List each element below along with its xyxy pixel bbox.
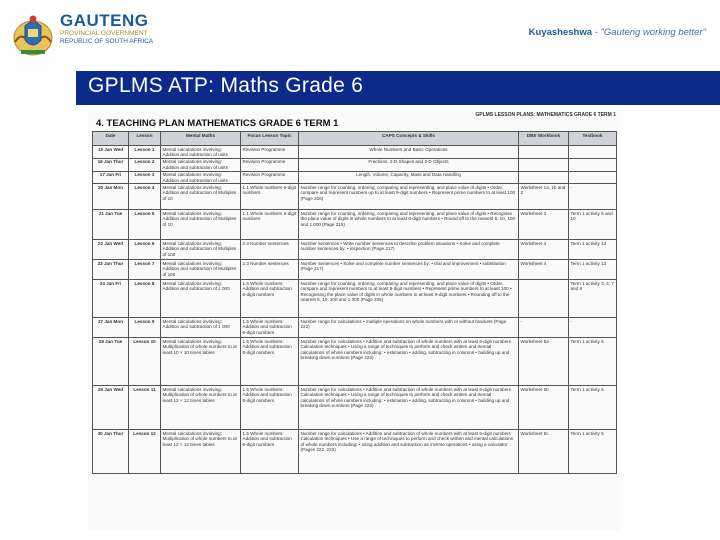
- table-cell-date: 30 Jan Thur: [93, 430, 129, 474]
- table-cell-topic: Revision Programme: [241, 171, 299, 184]
- table-cell-mental: Mental calculations involving: Addition and subtraction of units: [161, 171, 241, 184]
- table-cell-date: 16 Jan Thur: [93, 158, 129, 171]
- table-cell-date: 20 Jan Mon: [93, 184, 129, 210]
- table-cell-workbook: Worksheet 3: [519, 210, 569, 240]
- table-cell-workbook: -: [519, 318, 569, 338]
- table-cell-topic: 1.5 Whole numbers: Addition and subtraction 6-digit numbers: [241, 386, 299, 430]
- table-cell-workbook: Worksheet 1a, 1b and 2: [519, 184, 569, 210]
- table-cell-mental: Mental calculations involving: Addition and subtraction of Multiples of 100: [161, 240, 241, 260]
- table-cell-caps: Number range for calculations • Addition and subtraction of whole numbers with at least 6-digit numbers Calculation techniques • Using a range of techniques to perform and check written and mental calculations of whole numbers including: • estimation • adding, subtracting in columns • building up and breaking down numbers (Page 222): [299, 338, 519, 386]
- column-header: Focus Lesson Topic: [241, 132, 299, 146]
- table-cell-caps: Whole Numbers and Basic Operations: [299, 146, 519, 159]
- document-heading: 4. TEACHING PLAN MATHEMATICS GRADE 6 TERM 1: [96, 118, 339, 129]
- table-row: [93, 240, 617, 260]
- table-row: [93, 386, 617, 430]
- column-header: Lesson: [129, 132, 161, 146]
- slogan-text: - "Gauteng working better": [592, 27, 706, 38]
- table-cell-caps: Number range for calculations • Addition and subtraction of whole numbers with at least 6-digit numbers Calculation techniques • Use a range of techniques to perform and check written and mental calculations of whole numbers including: • using addition and subtraction as inverse operations • using a calculator (Pages 222, 223): [299, 430, 519, 474]
- table-cell-lesson: Lesson 10: [129, 338, 161, 386]
- coat-of-arms-icon: [10, 12, 56, 58]
- table-cell-textbook: [569, 158, 617, 171]
- table-cell-textbook: Term 1 activity 5: [569, 430, 617, 474]
- table-row: [93, 338, 617, 386]
- table-row: [93, 280, 617, 318]
- table-row: [93, 318, 617, 338]
- logo-title: GAUTENG: [60, 11, 149, 30]
- table-cell-lesson: Lesson 4: [129, 184, 161, 210]
- table-cell-lesson: Lesson 12: [129, 430, 161, 474]
- column-header: Date: [93, 132, 129, 146]
- table-cell-workbook: Worksheet 5a: [519, 338, 569, 386]
- logo-subtitle: PROVINCIAL GOVERNMENT: [60, 30, 148, 37]
- table-cell-topic: 1.5 Whole numbers: Addition and subtraction 6-digit numbers: [241, 430, 299, 474]
- table-cell-date: 21 Jan Tue: [93, 210, 129, 240]
- table-row: [93, 430, 617, 474]
- table-cell-date: 17 Jan Fri: [93, 171, 129, 184]
- table-cell-date: 27 Jan Mon: [93, 318, 129, 338]
- table-row: [93, 210, 617, 240]
- table-cell-textbook: Term 1 activity 5: [569, 386, 617, 430]
- column-header: CAPS Concepts & Skills: [299, 132, 519, 146]
- table-cell-lesson: Lesson 8: [129, 280, 161, 318]
- teaching-plan-table: [92, 131, 617, 474]
- table-cell-lesson: Lesson 3: [129, 171, 161, 184]
- table-cell-date: 24 Jan Fri: [93, 280, 129, 318]
- table-cell-caps: Number sentences • Solve and complete number sentences by: • trial and improvement • substitution (Page 217): [299, 260, 519, 280]
- table-cell-topic: 1.5 Whole numbers: Addition and subtraction 6-digit numbers: [241, 338, 299, 386]
- table-cell-workbook: Worksheet 5c: [519, 430, 569, 474]
- table-cell-workbook: [519, 280, 569, 318]
- table-cell-mental: Mental calculations involving: Addition and subtraction of 1 000: [161, 318, 241, 338]
- table-cell-lesson: Lesson 9: [129, 318, 161, 338]
- table-cell-lesson: Lesson 6: [129, 240, 161, 260]
- table-cell-caps: Number range for counting, ordering, comparing and representing, and place value of digits • Recognise the place value of digits in whole numbers to at least 9-digit numbers • Round off to the nearest 5, 10, 100 and 1 000 (Page 215): [299, 210, 519, 240]
- slogan-brand: Kuyasheshwa: [528, 27, 593, 38]
- table-cell-textbook: Term 1 activity 13: [569, 240, 617, 260]
- table-cell-workbook: Worksheet 4: [519, 260, 569, 280]
- table-cell-topic: 1.5 Whole numbers: Addition and subtraction 6-digit numbers: [241, 280, 299, 318]
- table-cell-caps: Length, Volume, Capacity, Mass and Data Handling: [299, 171, 519, 184]
- table-cell-mental: Mental calculations involving: Multiplication of whole numbers to at least 10 × 10 times tables: [161, 338, 241, 386]
- table-cell-topic: 2.3 Number sentences: [241, 260, 299, 280]
- table-cell-mental: Mental calculations involving: Addition and subtraction of Multiples of 10: [161, 184, 241, 210]
- table-cell-mental: Mental calculations involving: Multiplication of whole numbers to at least 12 × 12 times tables: [161, 430, 241, 474]
- table-cell-topic: 1.1 Whole numbers 6-digit numbers: [241, 184, 299, 210]
- table-row: [93, 184, 617, 210]
- logo-country: REPUBLIC OF SOUTH AFRICA: [60, 37, 154, 45]
- table-cell-textbook: Term 1 activity 6: [569, 338, 617, 386]
- table-cell-caps: Number range for counting, ordering, comparing and representing, and place value of digits • Order, compare and represent numbers to at least 9-digit numbers • Represent prime numbers to at least 100 • Recognising the place value of digits in whole numbers to at least 9-digit numbers • Rounding off to the nearest 5, 10, 100 and 1 000 (Page 205): [299, 280, 519, 318]
- table-cell-textbook: [569, 171, 617, 184]
- table-cell-caps: Number range for calculations • multiple operations on whole numbers with or without brackets (Page 222): [299, 318, 519, 338]
- table-cell-textbook: Term 1 activity 13: [569, 260, 617, 280]
- table-cell-topic: 2.3 Number sentences: [241, 240, 299, 260]
- table-cell-caps: Number range for counting, ordering, comparing and representing, and place value of digits • Order, compare and represent numbers up to at least 9-digit numbers • Represent prime numbers to at least 100 (Page 206): [299, 184, 519, 210]
- table-row: [93, 158, 617, 171]
- table-cell-lesson: Lesson 5: [129, 210, 161, 240]
- teaching-plan-document: [88, 110, 620, 530]
- table-cell-workbook: [519, 146, 569, 159]
- table-cell-topic: Revision Programme: [241, 146, 299, 159]
- table-cell-topic: Revision Programme: [241, 158, 299, 171]
- page-header: [0, 0, 720, 74]
- table-row: [93, 260, 617, 280]
- table-cell-mental: Mental calculations involving: Addition and subtraction of units: [161, 146, 241, 159]
- table-cell-mental: Mental calculations involving: Multiplication of whole numbers to at least 12 × 12 times tables: [161, 386, 241, 430]
- table-cell-mental: Mental calculations involving: Addition and subtraction of Multiples of 100: [161, 260, 241, 280]
- table-cell-mental: Mental calculations involving: Addition and subtraction of units: [161, 158, 241, 171]
- table-cell-textbook: -: [569, 184, 617, 210]
- table-cell-lesson: Lesson 11: [129, 386, 161, 430]
- table-cell-mental: Mental calculations involving: Addition and subtraction of Multiples of 10: [161, 210, 241, 240]
- column-header: DBE Workbook: [519, 132, 569, 146]
- table-cell-textbook: -: [569, 318, 617, 338]
- table-cell-textbook: Term 1 activity 5 and 10: [569, 210, 617, 240]
- table-cell-lesson: Lesson 1: [129, 146, 161, 159]
- table-row: [93, 171, 617, 184]
- table-cell-workbook: [519, 171, 569, 184]
- table-cell-caps: Number sentences • Write number sentences to describe problem situations • Solve and complete number sentences by: • inspection (Page 217): [299, 240, 519, 260]
- document-top-note: GPLMS LESSON PLANS: MATHEMATICS GRADE 6 TERM 1: [475, 112, 616, 118]
- table-cell-workbook: Worksheet 4: [519, 240, 569, 260]
- slogan: [529, 27, 706, 38]
- column-header: Mental Maths: [161, 132, 241, 146]
- gauteng-logo: [10, 12, 153, 58]
- table-cell-lesson: Lesson 2: [129, 158, 161, 171]
- table-row: [93, 146, 617, 159]
- table-cell-date: 23 Jan Thur: [93, 260, 129, 280]
- table-cell-date: 28 Jan Tue: [93, 338, 129, 386]
- table-cell-date: 22 Jan Wed: [93, 240, 129, 260]
- column-header: Textbook: [569, 132, 617, 146]
- table-cell-topic: 1.1 Whole numbers 6-digit numbers: [241, 210, 299, 240]
- table-cell-textbook: Term 1 activity 3, 4, 7 and 8: [569, 280, 617, 318]
- table-cell-caps: Number range for calculations • Addition and subtraction of whole numbers with at least 6-digit numbers Calculation techniques • Using a range of techniques to perform and check written and mental calculations of whole numbers including: • estimation • adding, subtracting in columns • building up and breaking down numbers (Page 222): [299, 386, 519, 430]
- table-cell-mental: Mental calculations involving: Addition and subtraction of 1 000: [161, 280, 241, 318]
- table-cell-date: 29 Jan Wed: [93, 386, 129, 430]
- table-cell-caps: Fractions, 2-D Shapes and 3-D Objects: [299, 158, 519, 171]
- table-cell-topic: 1.5 Whole numbers: Addition and subtraction 6-digit numbers: [241, 318, 299, 338]
- table-cell-textbook: [569, 146, 617, 159]
- page-title: GPLMS ATP: Maths Grade 6: [88, 74, 364, 97]
- table-cell-workbook: [519, 158, 569, 171]
- table-cell-workbook: Worksheet 5b: [519, 386, 569, 430]
- table-header-row: [93, 132, 617, 146]
- table-cell-lesson: Lesson 7: [129, 260, 161, 280]
- table-cell-date: 15 Jan Wed: [93, 146, 129, 159]
